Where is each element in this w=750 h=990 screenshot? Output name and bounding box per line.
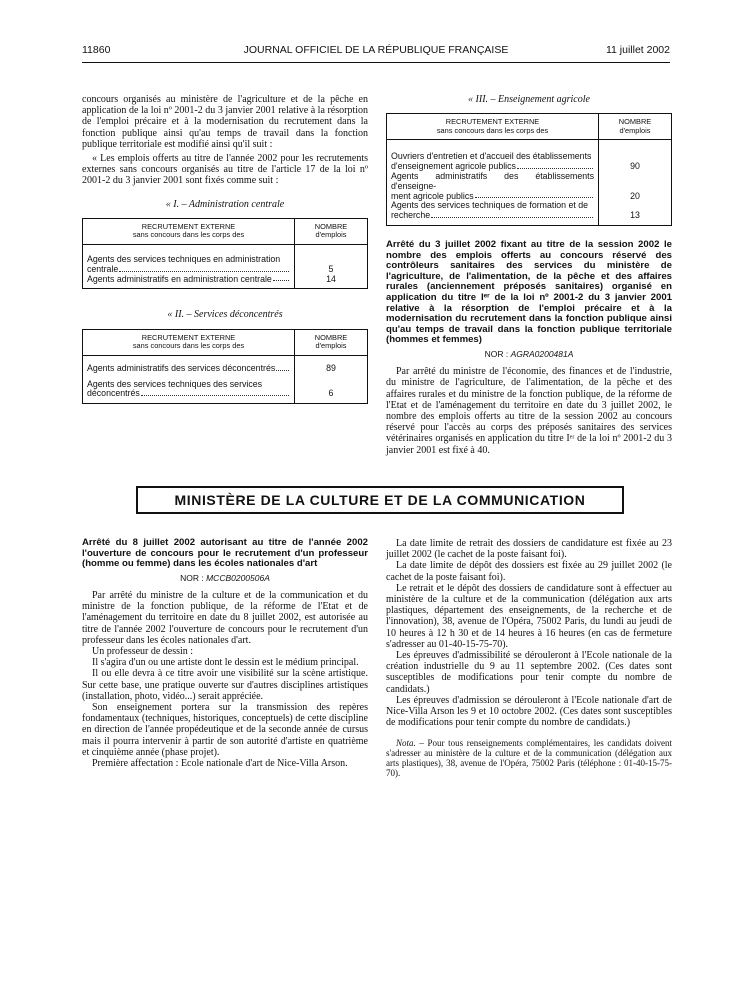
nor-reference: NOR : AGRA0200481A	[484, 348, 574, 359]
table-row: Agents des services techniques des services déconcentrés 6	[83, 374, 368, 404]
header-rule	[82, 62, 670, 63]
table-services-deconcentres: RECRUTEMENT EXTERNE sans concours dans les corps des NOMBRE d'emplois Agents administratifs des services déconcentrés 89 Agents des services techniques des services déconcentrés 6	[82, 329, 368, 405]
table-row: Agents des services techniques de formation et de recherche 13	[387, 201, 672, 225]
paragraph: La date limite de dépôt des dossiers est fixée au 29 juillet 2002 (le cachet de la poste faisant foi).	[386, 560, 672, 583]
paragraph: Les épreuves d'admission se dérouleront à l'Ecole nationale d'art de Nice-Villa Arson les 9 et 10 octobre 2002. (Ces dates sont susceptibles de modifications pour tenir compte du nombre de candidats.)	[386, 694, 672, 729]
page-number: 11860	[82, 44, 111, 56]
quote-text: « Les emplois offerts au titre de l'année 2002 pour les recrutements externes sans concours organisés au titre de l'article 17 de la loi nº 2001-2 du 3 janvier 2001 sont fixés comme suit :	[82, 153, 368, 187]
left-bottom-column	[82, 538, 368, 769]
right-top-column	[386, 94, 672, 456]
arrete-body-agriculture: Par arrêté du ministre de l'économie, des finances et de l'industrie, du ministre de l'agriculture, de l'alimentation, de la pêche et des affaires rurales et du ministre de la fonction publique, de la réforme de l'Etat et de l'aménagement du territoire en date du 3 juillet 2002, le nombre des emplois offerts au titre de la session 2002 au concours réservé pour l'accès au corps des préposés sanitaires des services vétérinaires organisés en application du titre Iᵉʳ de la loi nº 2001-2 du 3 janvier 2001 est fixé à 40.	[386, 366, 672, 456]
table-header-left: RECRUTEMENT EXTERNE sans concours dans les corps des	[83, 218, 295, 244]
table-header-right: NOMBRE d'emplois	[295, 218, 368, 244]
arrete-title-agriculture: Arrêté du 3 juillet 2002 fixant au titre de la session 2002 le nombre des emplois offerts au concours réservé des contrôleurs sanitaires des services du ministère de l'agriculture, de l'alimentation, de la pêche et des affaires rurales (anciennement préposés sanitaires) organisé en application du titre Iᵉʳ de la loi nº 2001-2 du 3 janvier 2001 relative à la résorption de l'emploi précaire et à la modernisation du recrutement dans la fonction publique ainsi qu'au temps de travail dans la fonction publique territoriale (hommes et femmes)	[386, 238, 672, 346]
paragraph: Par arrêté du ministre de la culture et de la communication et du ministre de la fonction publique, de la réforme de l'Etat et de l'aménagement du territoire en date du 8 juillet 2002, est autorisée au titre de l'année 2002 l'ouverture de concours pour le recrutement d'un professeur dans les écoles nationales d'art.	[82, 589, 368, 646]
left-top-column	[82, 94, 368, 404]
section-title-2: « II. – Services déconcentrés	[167, 309, 283, 321]
paragraph: Un professeur de dessin :	[92, 646, 194, 657]
table-row: Agents administratifs en administration centrale 14	[83, 275, 368, 289]
arrete-title-culture: Arrêté du 8 juillet 2002 autorisant au titre de l'année 2002 l'ouverture de concours pour le recrutement d'un professeur (homme ou femme) dans les écoles nationales d'art	[82, 537, 368, 570]
paragraph: Il ou elle devra à ce titre avoir une visibilité sur la scène artistique. Sur cette base, une pratique ouverte sur d'autres disciplines artistiques (installation, photo, vidéo...) serait appréciée.	[82, 668, 368, 702]
intro-text: concours organisés au ministère de l'agriculture et de la pêche en application de la loi nº 2001-2 du 3 janvier 2001 relative à la résorption de l'emploi précaire et à la modernisation du recrutement dans la fonction publique ainsi qu'au temps de travail dans la fonction publique territoriale est modifié ainsi qu'il suit :	[82, 94, 368, 150]
paragraph: Il s'agira d'un ou une artiste dont le dessin est le médium principal.	[92, 657, 359, 669]
section-title-1: « I. – Administration centrale	[165, 198, 285, 210]
table-row: Agents des services techniques en administration centrale 5	[83, 255, 368, 275]
paragraph: La date limite de retrait des dossiers de candidature est fixée au 23 juillet 2002 (le cachet de la poste faisant foi).	[386, 538, 672, 561]
ministry-banner: MINISTÈRE DE LA CULTURE ET DE LA COMMUNICATION	[136, 486, 624, 514]
paragraph: Première affectation : Ecole nationale d'art de Nice-Villa Arson.	[92, 758, 348, 770]
journal-title: JOURNAL OFFICIEL DE LA RÉPUBLIQUE FRANÇAISE	[243, 44, 509, 56]
nor-reference: NOR : MCCB0200506A	[180, 572, 270, 583]
table-administration-centrale	[82, 218, 368, 290]
table-enseignement-agricole: RECRUTEMENT EXTERNE sans concours dans les corps des NOMBRE d'emplois Ouvriers d'entretien et d'accueil des établissements d'enseignement agricole publics 90 Agents administratifs des établissements d'enseigne- ment agricole publics 20 Agents des services techniques de formation et de recherche 13	[386, 113, 672, 226]
paragraph: Les épreuves d'admissibilité se dérouleront à l'Ecole nationale de la création industrielle du 9 au 11 septembre 2002. (Ces dates sont susceptibles de modifications pour tenir compte du nombre de candidats.)	[386, 650, 672, 695]
table-row: Agents administratifs des établissements d'enseigne- ment agricole publics 20	[387, 172, 672, 201]
table-row: Ouvriers d'entretien et d'accueil des établissements d'enseignement agricole publics 90	[387, 152, 672, 172]
table-row: Agents administratifs des services déconcentrés 89	[83, 364, 368, 374]
paragraph: Son enseignement portera sur la transmission des repères fondamentaux (techniques, historiques, conceptuels) de cette discipline en direction de l'année propédeutique et de la seconde année de cursus mais il pourra intervenir à partir de son autorité d'artiste en quatrième et cinquième année (phase projet).	[82, 702, 368, 758]
right-bottom-column	[386, 538, 672, 778]
paragraph: Le retrait et le dépôt des dossiers de candidature sont à effectuer au ministère de la culture et de la communication (délégation aux arts plastiques, département des enseignements, de la recherche et de l'innovation), 38, avenue de l'Opéra, 75002 Paris, du lundi au jeudi de 10 heures à 12 h 30 et de 14 heures à 16 heures (en cas de fermeture s'adresser au 01-40-15-75-70).	[386, 582, 672, 650]
issue-date: 11 juillet 2002	[605, 44, 670, 56]
section-title-3: « III. – Enseignement agricole	[468, 94, 590, 105]
note: Nota. – Pour tous renseignements complémentaires, les candidats doivent s'adresser au ministère de la culture et de la communication (délégation aux arts plastiques), 38, avenue de l'Opéra, 75002 Paris (téléphone : 01-40-15-75-70).	[386, 738, 672, 779]
